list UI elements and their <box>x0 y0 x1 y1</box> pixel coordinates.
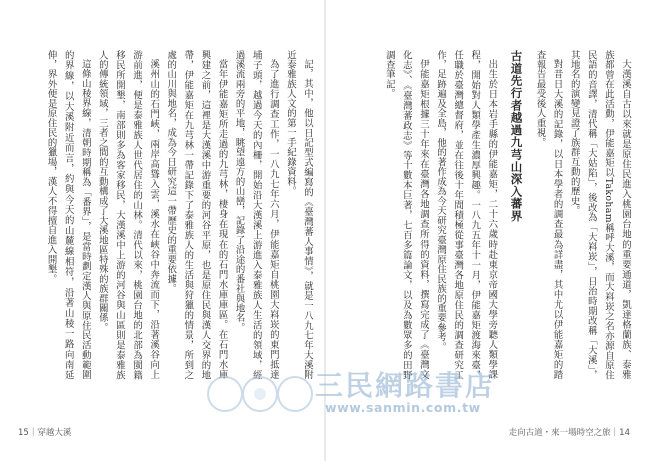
paragraph: 伊能嘉矩根據三十年來在臺灣各地調查所得的資料，撰寫完成了《臺灣文化志》、《臺灣蕃政志》等十數本巨著，七百多篇論文，以及為數眾多的田野調查筆記。 <box>383 50 429 380</box>
page-number-left: 15｜穿越大溪 <box>18 428 72 438</box>
paragraph: 記，其中，他以日記型式編寫的《臺灣蕃人事情》，就是一八九七年大溪附近泰雅族人文的第一手紀錄資料。 <box>284 50 313 380</box>
paragraph: 出生於日本岩手縣的伊能嘉矩，二十六歲時赴東京帝國大學旁聽人類學課程，開始對人類學產生濃厚興趣。一八九五年十一月，伊能嘉矩渡海來臺，任職於臺灣總督府，並在往後十年間積極從事臺灣各地原住民的調查研究工作，足跡遍及全島，他的著作成為今天研究臺灣原住民族的重要參考。 <box>435 50 498 380</box>
paragraph: 這條山稜界線，清朝時期稱為「番界」，是當時劃定漢人與原住民活動範圍的界線，以大溪附近而言，約與今天的山麓線相符，沿著山稜一路向南延伸，界外便是原住民的獵場，漢人不得擅自進入開墾。 <box>45 50 91 380</box>
paragraph: 當年伊能嘉矩所走過的九芎林，棲身在現在的石門水庫庫區。在石門水庫興建之前，這裡是大漢溪中游重要的河谷平原，也是原住民與漢人交界的地帶，伊能嘉矩在九芎林一帶記錄下了泰雅族人的生活與狩獵的情景，所到之處的山川與地名，成為今日研究這一帶歷史的重要依據。 <box>165 50 228 380</box>
book-gutter <box>324 0 326 461</box>
right-page-text-column <box>336 50 634 380</box>
page-number-right: 走向古道・來一場時空之旅｜14 <box>508 428 630 438</box>
section-heading: 古道先行者越過九芎山深入蕃界 <box>509 50 524 223</box>
left-page <box>18 50 316 390</box>
left-page-text-column <box>18 50 316 380</box>
paragraph: 大漢溪自古以來就是原住民進入桃園台地的重要通道，凱達格蘭族、泰雅族都曾在此活動，伊能嘉矩以Takoham稱呼大溪，而大嵙崁之名亦源自原住民語的音譯，清代稱「大姑陷」，後改為「大嵙崁」，日治時期改稱「大溪」，其地名的演變見證了族群互動的歷史。 <box>568 50 631 380</box>
right-page <box>336 50 634 390</box>
paragraph: 為了進行調查工作，一八九七年六月，伊能嘉矩自桃園大嵙崁的東門抵達埔子頭，越過今天的內柵，開始沿大漢溪上游進入泰雅族人生活的領域，經過溪流兩旁的平地，眺望遠方的山巒，記錄了沿途的番社與地名。 <box>233 50 279 380</box>
paragraph: 對昔日大溪的記錄，以日本學者的調查最為詳盡，其中尤以伊能嘉矩的踏查報告最受後人重視。 <box>534 50 563 380</box>
paragraph: 溪州山的石門峽，兩岸高聳入雲，溪水在峽谷中奔流而下，沿著溪谷向上游前進，便是泰雅族人世代居住的山林。清代以來，桃園台地的北部為閩籍移民所開墾，南部則多為客家移民，大漢溪中上游的河谷與山區則是泰雅族人的傳統領域，三者之間的互動構成了大溪地區特殊的族群關係。 <box>96 50 160 380</box>
watermark-title: 三民網路書店 <box>315 369 496 402</box>
watermark-url: www.sanmin.com.tw <box>325 400 481 415</box>
